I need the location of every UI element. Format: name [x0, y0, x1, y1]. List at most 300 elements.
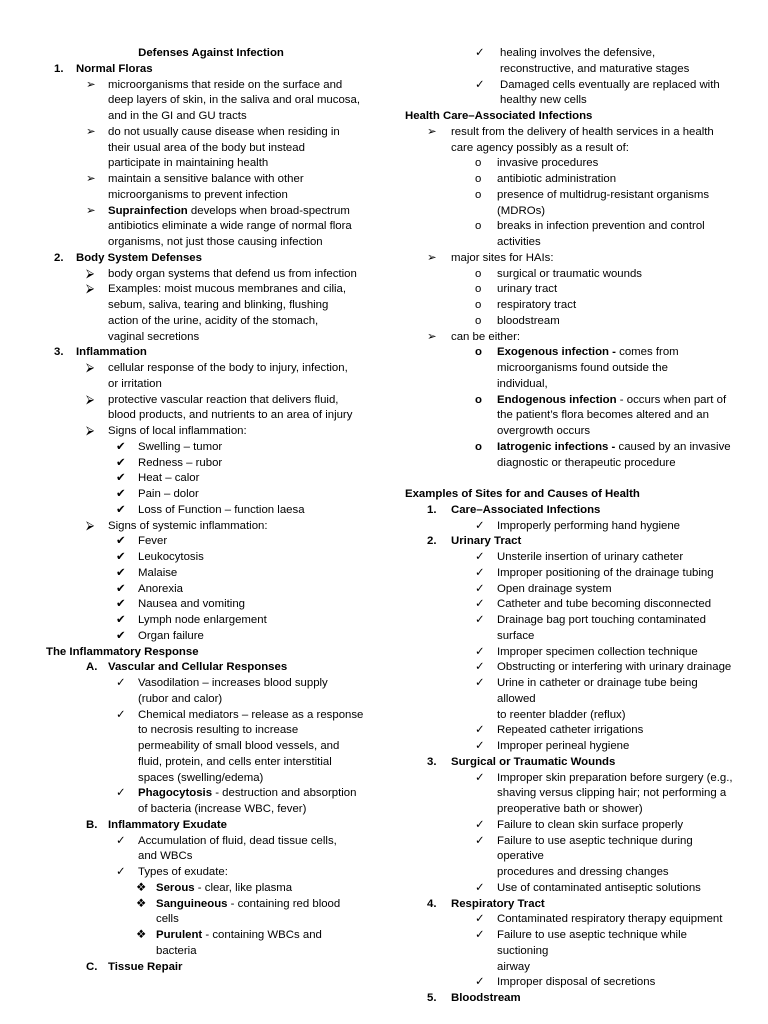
line-text: Organ failure: [138, 629, 204, 642]
text-run: - occurs when part of: [616, 393, 727, 406]
list-line: [46, 708, 376, 724]
line-text: Improper skin preparation before surgery (e.g.,: [497, 771, 733, 784]
line-text: microorganisms found outside the: [497, 362, 668, 374]
list-item: [405, 267, 735, 283]
bullet-icon: ➢: [86, 173, 96, 185]
list-line: [405, 676, 735, 708]
list-line: [405, 582, 735, 598]
list-item: [405, 282, 735, 298]
list-item: [405, 582, 735, 598]
list-line: [405, 519, 735, 535]
list-number: 3.: [54, 346, 64, 359]
line-text: action of the urine, acidity of the stomach,: [108, 314, 319, 327]
list-item: [405, 834, 735, 881]
line-text: bloodstream: [497, 314, 560, 327]
line-text: Accumulation of fluid, dead tissue cells,: [138, 834, 337, 847]
bold-term: Body System Defenses: [76, 251, 202, 264]
list-line: [46, 676, 376, 692]
line-text: spaces (swelling/edema): [138, 771, 264, 784]
list-item: [405, 393, 735, 440]
list-line: [46, 141, 376, 157]
bullet-icon: ✓: [475, 598, 485, 611]
list-line: [405, 172, 735, 188]
list-item: [405, 314, 735, 330]
list-item: [405, 345, 735, 392]
bullet-icon: ✓: [475, 614, 485, 626]
list-line: [46, 361, 376, 377]
line-text: organisms, not just those causing infection: [108, 236, 323, 248]
list-line: [46, 771, 376, 787]
list-item: [46, 786, 376, 818]
list-line: [405, 440, 735, 456]
list-item: [46, 456, 376, 472]
section-heading: Health Care–Associated Infections: [405, 110, 593, 122]
line-text: Signs of systemic inflammation:: [108, 519, 268, 532]
list-line: [405, 93, 735, 109]
list-line: [405, 456, 735, 472]
list-line: [405, 865, 735, 881]
bullet-icon: ❖: [136, 897, 147, 910]
list-line: [405, 566, 735, 582]
line-text: Unsterile insertion of urinary catheter: [497, 551, 684, 563]
line-text: protective vascular reaction that delivers fluid,: [108, 393, 339, 406]
list-item: [46, 550, 376, 566]
list-line: [405, 912, 735, 928]
line-text: Redness – rubor: [138, 456, 223, 469]
bold-term: Serous: [156, 881, 195, 894]
list-line: [405, 645, 735, 661]
list-line: [46, 93, 376, 109]
text-run: develops when broad-spectrum: [187, 204, 350, 217]
line-text: body organ systems that defend us from infection: [108, 267, 357, 280]
list-item: [46, 503, 376, 519]
list-item: [46, 708, 376, 787]
list-line: [405, 314, 735, 330]
bullet-icon: ✔: [116, 614, 126, 626]
bold-term: Purulent: [156, 929, 203, 941]
list-line: [46, 219, 376, 235]
line-text: overgrowth occurs: [497, 425, 591, 437]
list-item: [46, 487, 376, 503]
list-item: [46, 125, 376, 172]
bullet-icon: ✔: [116, 566, 126, 579]
line-text: (rubor and calor): [138, 692, 223, 705]
list-line: [405, 424, 735, 440]
line-text: Failure to use aseptic technique during operative: [497, 834, 693, 863]
list-line: [405, 550, 735, 566]
bullet-icon: ⮚: [86, 283, 95, 296]
list-item: [46, 928, 376, 960]
list-line: [405, 613, 735, 629]
list-line: [405, 408, 735, 424]
bullet-icon: ✔: [116, 456, 126, 469]
list-line: [405, 834, 735, 866]
list-item: [405, 771, 735, 818]
line-text: Failure to use aseptic technique while suctioning: [497, 929, 687, 957]
bullet-icon: ✓: [475, 834, 485, 847]
line-text: Leukocytosis: [138, 551, 204, 563]
line-text: Swelling – tumor: [138, 440, 223, 453]
bullet-icon: ✔: [116, 598, 126, 611]
line-text: Vasodilation – increases blood supply: [138, 677, 328, 689]
line-text: breaks in infection prevention and control: [497, 220, 705, 233]
list-item: [405, 739, 735, 755]
list-line: [46, 377, 376, 393]
list-line: [46, 188, 376, 204]
numbered-heading: [405, 534, 735, 550]
list-line: [46, 660, 376, 676]
list-line: [46, 613, 376, 629]
line-text: result from the delivery of health services in a health: [451, 125, 714, 138]
list-item: [405, 723, 735, 739]
list-item: [405, 440, 735, 472]
bullet-icon: ✓: [475, 929, 485, 941]
line-text: Contaminated respiratory therapy equipment: [497, 913, 723, 926]
list-line: [405, 78, 735, 94]
list-item: [46, 897, 376, 929]
bullet-icon: ✓: [116, 787, 126, 800]
bullet-icon: ✔: [116, 440, 126, 453]
list-item: [46, 282, 376, 345]
list-line: [46, 944, 376, 960]
bullet-icon: ✓: [116, 834, 126, 847]
line-text: Improper positioning of the drainage tubing: [497, 566, 714, 579]
bullet-icon: ✓: [475, 771, 485, 784]
list-item: [405, 46, 735, 78]
list-item: [405, 975, 735, 991]
line-text: or irritation: [108, 377, 162, 390]
bullet-icon: ✓: [475, 677, 485, 689]
list-line: [46, 519, 376, 535]
line-text: can be either:: [451, 330, 521, 343]
line-text: Obstructing or interfering with urinary drainage: [497, 661, 732, 674]
line-text: healthy new cells: [500, 94, 587, 107]
bullet-icon: ✓: [475, 724, 485, 737]
list-item: [46, 597, 376, 613]
list-line: [405, 156, 735, 172]
bold-term: Sanguineous: [156, 897, 228, 910]
bullet-icon: ⮚: [86, 425, 95, 437]
list-line: [46, 78, 376, 94]
list-item: [405, 660, 735, 676]
list-line: [46, 960, 376, 976]
bullet-icon: ⮚: [86, 267, 95, 280]
line-text: Drainage bag port touching contaminated: [497, 614, 706, 626]
list-line: [405, 503, 735, 519]
bold-term: Inflammatory Exudate: [108, 818, 228, 831]
line-text: maintain a sensitive balance with other: [108, 173, 304, 185]
list-line: [405, 298, 735, 314]
bullet-icon: ✓: [475, 661, 485, 674]
list-line: [405, 597, 735, 613]
list-line: [405, 771, 735, 787]
line-text: Examples: moist mucous membranes and cilia,: [108, 283, 347, 296]
list-line: [46, 440, 376, 456]
list-item: [405, 881, 735, 897]
list-item: [46, 78, 376, 125]
list-line: [46, 204, 376, 220]
bullet-icon: ✓: [116, 866, 126, 878]
line-text: Improperly performing hand hygiene: [497, 519, 680, 532]
bullet-icon: ✓: [475, 582, 485, 595]
list-item: [405, 912, 735, 928]
bold-term: Surgical or Traumatic Wounds: [451, 755, 616, 768]
list-line: [46, 235, 376, 251]
list-number: 5.: [427, 992, 437, 1004]
list-line: [405, 62, 735, 78]
line-text: Improper disposal of secretions: [497, 976, 656, 989]
bold-term: Iatrogenic infections -: [497, 440, 616, 453]
list-item: [46, 534, 376, 550]
line-text: Pain – dolor: [138, 488, 199, 500]
list-line: [405, 235, 735, 251]
list-line: [46, 582, 376, 598]
list-item: [46, 393, 376, 425]
bullet-icon: ➢: [427, 125, 437, 138]
line-text: major sites for HAIs:: [451, 251, 554, 264]
line-text: Nausea and vomiting: [138, 598, 246, 611]
bullet-icon: ✓: [475, 976, 485, 989]
line-text: deep layers of skin, in the saliva and oral mucosa,: [108, 94, 360, 107]
line-text: care agency possibly as a result of:: [451, 141, 629, 154]
list-line: [46, 629, 376, 645]
list-item: [405, 172, 735, 188]
list-line: [46, 566, 376, 582]
bold-term: Suprainfection: [108, 204, 188, 217]
bullet-icon: ✓: [116, 677, 126, 689]
list-item: [46, 865, 376, 881]
list-line: [405, 393, 735, 409]
bullet-icon: o: [475, 314, 482, 327]
list-line: [405, 361, 735, 377]
list-line: [46, 408, 376, 424]
list-line: [405, 897, 735, 913]
list-line: [46, 692, 376, 708]
list-number: 3.: [427, 755, 437, 768]
list-line: [46, 345, 376, 361]
list-line: [46, 487, 376, 503]
line-text: Urine in catheter or drainage tube being allowed: [497, 677, 698, 705]
bold-term: Care–Associated Infections: [451, 503, 601, 516]
line-text: permeability of small blood vessels, and: [138, 740, 340, 752]
list-line: [46, 739, 376, 755]
text-run: caused by an invasive: [615, 440, 731, 453]
line-text: shaving versus clipping hair; not performing a: [497, 787, 727, 800]
line-text: and WBCs: [138, 850, 193, 863]
bullet-icon: o: [475, 440, 482, 453]
line-text: Types of exudate:: [138, 866, 228, 878]
list-number: 1.: [427, 503, 437, 516]
line-text: healing involves the defensive,: [500, 47, 656, 59]
blank-line: [405, 471, 735, 487]
bullet-icon: ✔: [116, 488, 126, 500]
list-line: [46, 471, 376, 487]
line-text: surgical or traumatic wounds: [497, 267, 642, 280]
list-line: [46, 818, 376, 834]
line-text: fluid, protein, and cells enter interstitial: [138, 755, 332, 768]
list-number: 2.: [427, 535, 437, 548]
bold-term: Exogenous infection -: [497, 346, 616, 359]
list-item: [405, 78, 735, 110]
list-item: [405, 928, 735, 975]
line-text: invasive procedures: [497, 157, 599, 170]
line-text: antibiotics eliminate a wide range of normal flora: [108, 220, 352, 233]
list-number: 4.: [427, 897, 437, 910]
bullet-icon: ✓: [475, 47, 485, 59]
line-text: preoperative bath or shower): [497, 803, 643, 815]
line-text: Fever: [138, 535, 168, 548]
bullet-icon: o: [475, 283, 482, 296]
section-heading: The Inflammatory Response: [46, 645, 199, 658]
text-run: - containing WBCs and: [202, 929, 322, 941]
list-line: [46, 314, 376, 330]
list-line: [46, 834, 376, 850]
line-text: Failure to clean skin surface properly: [497, 818, 684, 831]
list-line: [405, 739, 735, 755]
list-line: [46, 534, 376, 550]
line-text: microorganisms to prevent infection: [108, 188, 288, 201]
list-item: [405, 818, 735, 834]
list-line: [405, 629, 735, 645]
list-line: [46, 172, 376, 188]
list-line: [46, 550, 376, 566]
numbered-heading: [405, 755, 735, 771]
list-item: [405, 298, 735, 314]
bold-term: Urinary Tract: [451, 535, 522, 548]
list-line: [405, 928, 735, 960]
list-line: [405, 251, 735, 267]
line-text: presence of multidrug-resistant organisms: [497, 188, 710, 201]
line-text: Improper perineal hygiene: [497, 740, 630, 752]
list-line: [46, 125, 376, 141]
line-text: Improper specimen collection technique: [497, 645, 698, 658]
list-line: [46, 251, 376, 267]
list-item: [46, 519, 376, 535]
bullet-icon: o: [475, 220, 482, 233]
text-run: comes from: [615, 346, 679, 359]
line-text: Lymph node enlargement: [138, 614, 267, 626]
line-text: blood products, and nutrients to an area of injury: [108, 409, 353, 422]
list-number: C.: [86, 960, 98, 973]
list-line: [46, 424, 376, 440]
list-line: [405, 188, 735, 204]
bullet-icon: o: [475, 393, 482, 406]
list-line: [405, 282, 735, 298]
bullet-icon: ➢: [86, 78, 96, 91]
list-line: [405, 723, 735, 739]
list-line: [46, 156, 376, 172]
bullet-icon: ✔: [116, 535, 126, 548]
bullet-icon: ✓: [475, 913, 485, 926]
bullet-icon: ⮚: [86, 393, 95, 406]
list-line: [46, 503, 376, 519]
list-item: [405, 550, 735, 566]
list-line: [46, 928, 376, 944]
list-item: [46, 172, 376, 204]
bold-term: Endogenous infection: [497, 393, 617, 406]
section-heading: Examples of Sites for and Causes of Health: [405, 488, 640, 500]
list-line: [46, 597, 376, 613]
list-line: [405, 802, 735, 818]
list-number: 1.: [54, 62, 64, 75]
numbered-heading: [405, 503, 735, 519]
numbered-heading: [46, 251, 376, 267]
line-text: airway: [497, 960, 530, 973]
bullet-icon: ✓: [475, 818, 485, 831]
list-line: [46, 267, 376, 283]
list-line: [405, 786, 735, 802]
bold-term: Phagocytosis: [138, 787, 213, 800]
numbered-heading: [405, 897, 735, 913]
right-column: [405, 46, 735, 1007]
list-item: [46, 471, 376, 487]
bullet-icon: ✓: [475, 881, 485, 894]
numbered-heading: [46, 660, 376, 676]
list-line: [46, 897, 376, 913]
bullet-icon: ✓: [475, 551, 485, 563]
line-text: cellular response of the body to injury, infection,: [108, 362, 348, 374]
line-text: do not usually cause disease when residing in: [108, 125, 340, 138]
list-line: [405, 125, 735, 141]
list-line: [405, 818, 735, 834]
list-line: [405, 755, 735, 771]
bullet-icon: ✔: [116, 503, 126, 516]
list-line: [405, 660, 735, 676]
bullet-icon: ➢: [427, 330, 437, 343]
list-item: [405, 330, 735, 346]
list-item: [46, 629, 376, 645]
list-line: [405, 46, 735, 62]
numbered-heading: [46, 818, 376, 834]
bullet-icon: ✔: [116, 472, 126, 485]
numbered-heading: [46, 960, 376, 976]
bullet-icon: ➢: [427, 251, 437, 264]
numbered-heading: [46, 345, 376, 361]
bold-term: Tissue Repair: [108, 960, 183, 973]
list-line: [46, 62, 376, 78]
numbered-heading: [405, 991, 735, 1007]
bullet-icon: o: [475, 299, 482, 311]
bold-term: Inflammation: [76, 346, 147, 359]
list-line: [405, 960, 735, 976]
list-item: [405, 519, 735, 535]
list-item: [405, 676, 735, 723]
list-item: [405, 188, 735, 220]
text-run: - clear, like plasma: [194, 881, 293, 894]
line-text: activities: [497, 236, 541, 248]
bullet-icon: ✔: [116, 629, 126, 642]
list-item: [46, 582, 376, 598]
bullet-icon: o: [475, 188, 482, 201]
line-text: Use of contaminated antiseptic solutions: [497, 881, 701, 894]
list-line: [405, 345, 735, 361]
bold-term: Respiratory Tract: [451, 897, 545, 910]
bullet-icon: ✔: [116, 582, 126, 595]
line-text: Catheter and tube becoming disconnected: [497, 598, 712, 611]
line-text: vaginal secretions: [108, 330, 200, 343]
line-text: urinary tract: [497, 283, 558, 296]
list-item: [405, 219, 735, 251]
list-line: [46, 298, 376, 314]
list-line: [405, 377, 735, 393]
list-item: [46, 424, 376, 440]
bullet-icon: ✓: [475, 519, 485, 532]
line-text: bacteria: [156, 944, 197, 957]
list-line: [46, 755, 376, 771]
list-item: [46, 881, 376, 897]
list-item: [405, 156, 735, 172]
bullet-icon: ➢: [86, 204, 96, 217]
